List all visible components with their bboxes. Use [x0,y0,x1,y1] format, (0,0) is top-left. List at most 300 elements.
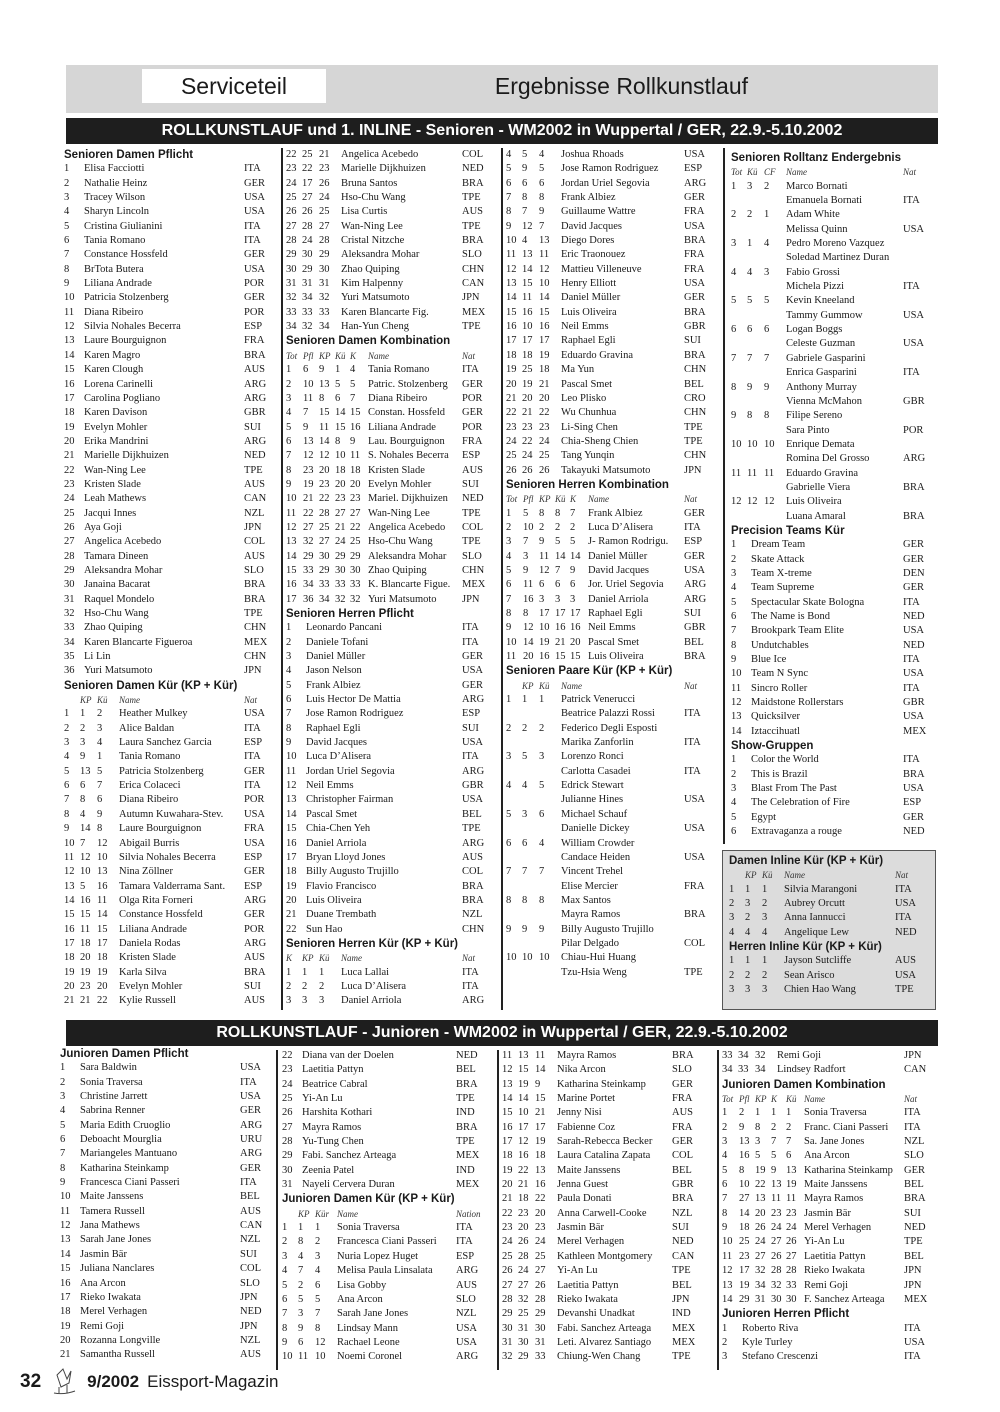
rank-cell: 6 [506,837,512,849]
result-row [286,679,492,693]
rank-cell: 19 [60,1320,71,1332]
rank-cell: 6 [286,694,292,706]
result-row [286,908,492,922]
score-cell: 7 [539,866,545,878]
name-cell: Celeste Guzman [786,338,856,350]
score-cell: 1 [762,955,768,967]
rank-cell: 5 [722,1164,728,1176]
name-cell: Brookpark Team Elite [751,625,844,637]
result-row [64,220,274,234]
name-cell: Enrica Gasparini [786,367,857,379]
result-row [729,969,925,983]
nation-cell: BRA [456,1121,478,1133]
nation-cell: AUS [462,851,484,863]
score-cell: 31 [518,1322,529,1334]
score-cell: 3 [523,550,529,562]
nation-cell: FRA [684,206,705,218]
score-cell: 24 [535,1236,546,1248]
name-cell: Billy Augusto Trujillo [561,923,654,935]
result-row [731,424,933,438]
rank-cell: 36 [64,665,75,677]
name-cell: Neil Emms [561,321,609,333]
name-cell: Rieko Iwakata [557,1293,618,1305]
result-row [64,277,274,291]
column-divider [723,148,725,844]
result-row [729,954,925,968]
name-cell: Liliana Andrade [368,421,436,433]
rank-cell: 6 [64,235,70,247]
rank-cell [282,1207,298,1221]
nation-cell: USA [462,794,484,806]
result-row [506,521,714,535]
score-cell [747,366,764,380]
score-cell: Pfl [523,494,534,505]
rank-cell: 5 [60,1119,66,1131]
score-cell: 8 [539,507,545,519]
name-cell: Karen Clough [84,364,144,376]
nation-cell: JPN [904,1279,922,1291]
name-cell: Lorenzo Ronci [561,751,624,763]
rank-cell: 11 [722,1250,733,1262]
rank-cell: 22 [502,1207,513,1219]
nation-cell: USA [903,668,925,680]
nation-cell: Nat [462,953,476,964]
name-cell: Yi-An Lu [557,1265,598,1277]
name-cell: Soledad Martinez Duran [786,252,890,264]
rank-cell: 23 [506,421,517,433]
score-cell: 17 [522,335,533,347]
score-cell: 2 [762,898,768,910]
name-cell: Roberto Riva [742,1322,799,1334]
rank-cell: 14 [731,725,742,737]
score-cell: 18 [80,937,91,949]
result-row [506,191,714,205]
score-cell [764,194,786,208]
name-cell: Li-Sing Chen [561,421,618,433]
rank-cell: 8 [286,464,292,476]
name-cell: Sonia Traversa [337,1222,400,1234]
result-row [286,636,492,650]
score-cell: 11 [523,579,534,591]
score-cell: Kü [747,167,758,178]
score-cell: 6 [522,837,528,849]
result-row [731,725,933,739]
nation-cell: CHN [684,364,707,376]
score-cell: 20 [755,1207,766,1219]
result-row [64,736,274,750]
name-cell: Lorena Carinelli [84,378,154,390]
rank-cell: 14 [64,894,75,906]
rank-cell: 2 [60,1076,66,1088]
result-row [64,263,274,277]
name-cell: Sincro Roller [751,682,808,694]
nation-cell: JPN [904,1265,922,1277]
name-cell: Rieko Iwakata [804,1265,865,1277]
rank-cell: 29 [282,1150,293,1162]
rank-cell [731,337,747,351]
score-cell: 21 [303,493,314,505]
rank-cell: 33 [286,306,297,318]
score-cell: 25 [535,1250,546,1262]
nation-cell: CHN [684,407,707,419]
nation-cell: ESP [462,450,481,462]
result-row [506,779,714,793]
score-cell [539,880,561,894]
nation-cell: TPE [462,536,481,548]
rank-cell: 6 [722,1179,728,1191]
score-cell: 19 [539,349,550,361]
score-cell [522,908,539,922]
nation-cell: ITA [244,722,261,734]
nation-cell: ARG [244,894,267,906]
rank-cell: 23 [286,163,297,175]
name-cell: Tamara Valderrama Sant. [119,880,226,892]
rank-cell: 7 [64,794,70,806]
rank-cell: 9 [722,1222,728,1234]
result-row [506,205,714,219]
score-cell: 19 [518,1078,529,1090]
score-cell: 1 [298,1222,304,1234]
nation-cell: CAN [904,1064,927,1076]
nation-cell: SLO [462,550,482,562]
score-cell [747,395,764,409]
rank-cell: 19 [506,364,517,376]
rank-cell: 25 [502,1250,513,1262]
score-cell: 22 [755,1179,766,1191]
name-cell: Sun Hao [306,923,343,935]
nation-cell: BRA [684,349,706,361]
result-row [286,650,492,664]
nation-cell: Nat [244,695,258,706]
name-cell: Fabienne Coz [557,1121,616,1133]
rank-cell: 20 [286,894,297,906]
rank-cell: 9 [64,278,70,290]
score-cell: 3 [555,593,561,605]
name-cell: Name [368,350,389,361]
score-cell: Pfl [739,1094,750,1105]
nation-cell: ITA [903,682,920,694]
rank-cell: 11 [731,467,742,479]
nation-cell: POR [903,424,924,436]
rank-cell: 7 [506,192,512,204]
score-cell: 27 [739,1193,750,1205]
rank-cell: 5 [731,295,737,307]
rank-cell: 3 [506,751,512,763]
rank-cell: 13 [286,794,297,806]
rank-cell: 15 [502,1107,513,1119]
result-row [60,1219,270,1233]
name-cell: Elise Mercier [561,880,618,892]
name-cell: Luca Lallai [341,966,390,978]
section-heading: Herren Inline Kür (KP + Kür) [729,941,882,954]
nation-cell: BEL [684,636,704,648]
rank-cell: 7 [64,249,70,261]
rank-cell: 7 [722,1193,728,1205]
name-cell: Angelica Acebedo [341,149,419,160]
score-cell: 11 [786,1193,797,1205]
score-cell: 13 [771,1179,782,1191]
result-row [64,707,274,721]
score-cell: 12 [523,622,534,634]
nation-cell: USA [903,711,925,723]
score-cell: 19 [303,478,314,490]
score-cell: 9 [319,364,325,376]
result-row [729,897,925,911]
result-row [506,349,714,363]
rank-cell: 4 [729,926,735,938]
name-cell: Sharyn Lincoln [84,206,150,218]
rank-cell: 10 [506,235,517,247]
rank-cell: 5 [731,596,737,608]
nation-cell: CHN [462,923,485,935]
result-row [506,923,714,937]
nation-cell: ITA [462,751,479,763]
score-cell [522,822,539,836]
nation-cell: ESP [903,797,922,809]
score-cell: Kü [319,953,330,964]
result-row [506,363,714,377]
section-heading: Senioren Damen Kür (KP + Kür) [64,679,238,692]
name-cell: Maite Janssens [804,1179,868,1191]
nation-cell: BEL [904,1250,924,1262]
nation-cell: ITA [684,521,701,533]
nation-cell [903,294,933,308]
score-cell: 33 [319,306,330,318]
nation-cell: BEL [904,1179,924,1191]
section-heading: Precision Teams Kür [731,524,845,537]
result-row [731,381,933,395]
nation-cell: ITA [244,163,261,175]
score-cell: 2 [762,969,768,981]
result-row [282,1149,486,1163]
nation-cell: BRA [672,1193,694,1205]
score-cell: 29 [350,550,361,562]
score-cell: 3 [298,1308,304,1320]
name-cell: Daniel Müller [588,550,648,562]
score-cell: 12 [747,496,758,508]
nation-cell: CHN [684,450,707,462]
result-row [60,1248,270,1262]
result-row [64,435,274,449]
rank-cell: 1 [729,955,735,967]
name-cell: Skate Attack [751,553,805,565]
rank-cell: 5 [286,679,292,691]
name-cell: Yu-Tung Chen [302,1136,364,1148]
score-cell: 14 [555,550,566,562]
score-cell: 11 [80,923,91,935]
name-cell: Kim Halpenny [341,278,404,290]
result-row [64,478,274,492]
name-cell: Pascal Smet [306,808,358,820]
score-cell: 1 [771,1107,777,1119]
score-cell [764,481,786,495]
result-row [282,1121,486,1135]
name-cell: Lisa Gobby [337,1279,387,1291]
nation-cell: TPE [462,823,481,835]
name-cell: Carlotta Casadei [561,765,631,777]
result-row [506,421,714,435]
result-row [64,822,274,836]
rank-cell [731,251,747,265]
score-cell: 8 [522,192,528,204]
score-cell: 8 [319,392,325,404]
score-cell: 14 [522,263,533,275]
section-heading: Senioren Damen Kombination [286,335,451,348]
rank-cell: 10 [731,438,742,450]
result-row [286,248,492,262]
score-cell [747,223,764,237]
result-row [506,263,714,277]
nation-cell: MEX [904,1293,928,1305]
score-cell [539,966,561,980]
score-cell: 5 [350,378,356,390]
name-cell: Karen Davison [84,407,148,419]
nation-cell: GER [672,1078,693,1090]
score-cell: 33 [786,1279,797,1291]
score-cell: 9 [739,1121,745,1133]
rank-cell: 18 [502,1150,513,1162]
nation-cell: ESP [244,880,263,892]
nation-cell [903,208,933,222]
rank-cell: 30 [286,263,297,275]
rank-cell: 3 [731,238,737,250]
rank-cell [731,194,747,208]
score-cell: 1 [315,1222,321,1234]
nation-cell: AUS [240,1349,262,1361]
column-header-row [506,679,714,693]
result-row [506,550,714,564]
rank-cell: 31 [282,1179,293,1191]
name-cell: Evelyn Mohler [84,421,148,433]
nation-cell: SUI [462,722,479,734]
score-cell: KP [302,953,314,964]
score-cell: 33 [738,1064,749,1076]
rank-cell: 15 [64,364,75,376]
nation-cell: SLO [462,249,482,261]
score-cell: 30 [335,564,346,576]
name-cell: Marielle Dijkhuizen [341,163,426,175]
nation-cell: NZL [244,507,265,519]
score-cell: 12 [80,851,91,863]
score-cell: 8 [739,1164,745,1176]
rank-cell: 2 [506,521,512,533]
score-cell: 3 [97,722,103,734]
score-cell: 18 [539,364,550,376]
nation-cell: COL [462,866,483,878]
result-row [282,1235,486,1249]
score-cell: 1 [764,209,770,221]
result-row [506,951,714,965]
score-cell: 24 [755,1236,766,1248]
name-cell: Lindsey Radfort [777,1064,846,1076]
result-row [506,837,714,851]
rank-cell: 1 [64,708,70,720]
score-cell: 9 [539,923,545,935]
rank-cell [506,880,522,894]
rank-cell: 8 [731,381,737,393]
nation-cell: JPN [240,1320,258,1332]
nation-cell: FRA [684,880,705,892]
score-cell: 6 [570,579,576,591]
score-cell [747,309,764,323]
nation-cell: MEX [456,1150,480,1162]
result-row [286,880,492,894]
result-row [502,1164,702,1178]
result-row [731,596,933,610]
result-row [60,1090,270,1104]
score-cell: 5 [747,295,753,307]
nation-cell: GBR [684,622,706,634]
nation-cell [903,495,933,509]
rank-cell: 13 [286,536,297,548]
score-cell: 11 [522,292,533,304]
rank-cell: 9 [506,622,512,634]
name-cell: Guillaume Wattre [561,206,636,218]
result-row [506,535,714,549]
name-cell: Silvia Nohales Becerra [119,851,216,863]
score-cell: 25 [350,536,361,548]
section-heading: Show-Gruppen [731,740,814,753]
nation-cell: ITA [462,364,479,376]
score-cell: 20 [518,1222,529,1234]
name-cell: Gabriele Gasparini [786,352,866,364]
name-cell: Nathalie Heinz [84,177,148,189]
result-row [64,951,274,965]
column-header-row [506,492,714,506]
score-cell [747,510,764,524]
nation-cell: USA [903,338,925,350]
name-cell: Wu Chunhua [561,407,617,419]
column-divider [501,148,503,1010]
name-cell: Katharina Steinkamp [557,1078,646,1090]
score-cell: 22 [522,435,533,447]
rank-cell: 1 [731,539,737,551]
name-cell: Carolina Pogliano [84,392,161,404]
nation-cell: TPE [684,435,703,447]
rank-cell: 21 [506,392,517,404]
score-cell: 30 [535,1322,546,1334]
section-heading: Senioren Rolltanz Endergebnis [731,152,901,164]
rank-cell: 17 [502,1136,513,1148]
rank-cell: 34 [722,1064,733,1076]
result-row [286,980,492,994]
nation-cell: AUS [244,550,266,562]
score-cell: 22 [535,1193,546,1205]
name-cell: Kristen Slade [368,464,425,476]
nation-cell: GBR [684,321,706,333]
nation-cell: ARG [244,937,267,949]
score-cell: 4 [80,808,86,820]
score-cell: 3 [747,180,753,192]
name-cell: Kevin Kneeland [786,295,855,307]
score-cell: 7 [315,1308,321,1320]
score-cell: 22 [319,493,330,505]
score-cell: 22 [303,507,314,519]
name-cell: Team N Sync [751,668,809,680]
result-row [64,937,274,951]
rank-cell: 12 [502,1064,513,1076]
results-column-2 [286,148,492,1009]
result-row [64,578,274,592]
rank-cell [506,736,522,750]
nation-cell: AUS [244,995,266,1007]
nation-cell: TPE [684,421,703,433]
result-row [722,1264,934,1278]
result-row [64,980,274,994]
rank-cell [731,366,747,380]
result-row [729,883,925,897]
score-cell: 30 [302,249,313,261]
